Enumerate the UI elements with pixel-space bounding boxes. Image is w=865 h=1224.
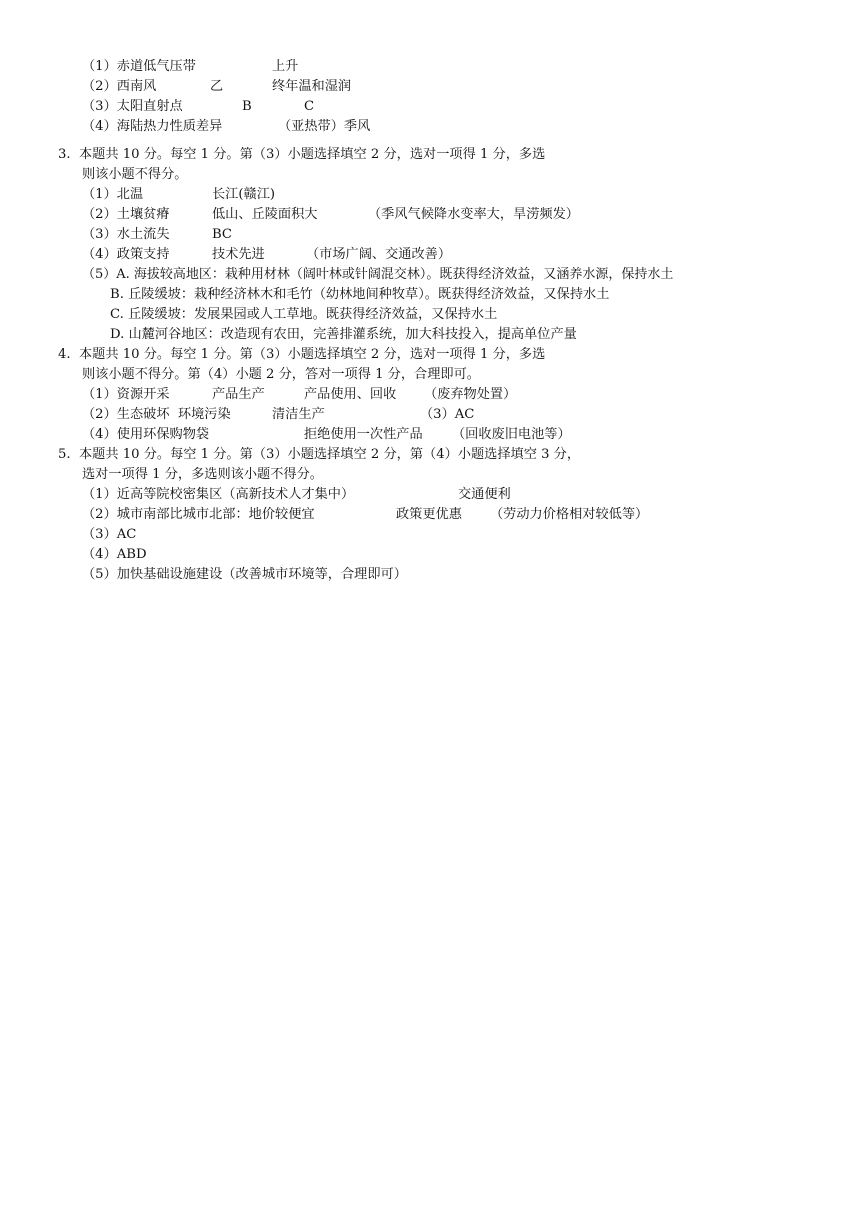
q2-3-answer-b: B <box>242 99 252 114</box>
q3-line-2 <box>82 206 802 226</box>
q4-4-answer-b: 拒绝使用一次性产品 <box>304 427 423 442</box>
q3-4-answer-a: （4）政策支持 <box>82 247 170 262</box>
q2-1-answer-a: （1）赤道低气压带 <box>82 59 196 74</box>
q2-line-2 <box>82 78 782 98</box>
q5-2-answer-a: （2）城市南部比城市北部：地价较便宜 <box>82 507 315 522</box>
q4-1-answer-b: 产品生产 <box>212 387 265 402</box>
q4-1-answer-c: 产品使用、回收 <box>304 387 397 402</box>
q2-2-answer-b: 乙 <box>210 79 224 94</box>
q5-2-answer-b: 政策更优惠 <box>396 507 462 522</box>
q4-heading-line-2: 则该小题不得分。第（4）小题 2 分，答对一项得 1 分，合理即可。 <box>82 367 480 382</box>
q3-4-answer-c: （市场广阔、交通改善） <box>306 247 452 262</box>
q2-3-answer-c: C <box>304 99 315 114</box>
q2-4-answer-b: （亚热带）季风 <box>278 119 371 134</box>
q5-line-1 <box>82 486 782 506</box>
q4-1-answer-a: （1）资源开采 <box>82 387 170 402</box>
q4-line-3 <box>82 426 782 446</box>
q4-4-answer-a: （4）使用环保购物袋 <box>82 427 210 442</box>
q2-4-answer-a: （4）海陆热力性质差异 <box>82 119 223 134</box>
q3-1-answer-b: 长江(赣江) <box>212 187 276 202</box>
q5-3-answer: （3）AC <box>82 527 137 542</box>
q3-5-option-a: （5）A. 海拔较高地区：栽种用材林（阔叶林或针阔混交林）。既获得经济效益，又涵养水源，保持水土 <box>82 267 674 282</box>
q3-heading-line-1: 3. 本题共 10 分。每空 1 分。第（3）小题选择填空 2 分，选对一项得 1 分，多选 <box>58 147 546 162</box>
q4-line-1 <box>82 386 782 406</box>
q3-5-option-b: B. 丘陵缓坡：栽种经济林木和毛竹（幼林地间种牧草）。既获得经济效益，又保持水土 <box>110 287 610 302</box>
q4-1-answer-d: （废弃物处置） <box>424 387 517 402</box>
q5-line-2 <box>82 506 802 526</box>
q3-1-answer-a: （1）北温 <box>82 187 144 202</box>
q3-line-1 <box>82 186 782 206</box>
q3-4-answer-b: 技术先进 <box>212 247 265 262</box>
q3-line-4 <box>82 246 782 266</box>
q5-heading-line-1: 5. 本题共 10 分。每空 1 分。第（3）小题选择填空 2 分，第（4）小题选择填空 3 分， <box>58 447 581 462</box>
q5-1-answer-a: （1）近高等院校密集区（高新技术人才集中） <box>82 487 355 502</box>
q3-3-answer-b: BC <box>212 227 233 242</box>
q3-5-option-d: D. 山麓河谷地区：改造现有农田，完善排灌系统，加大科技投入，提高单位产量 <box>110 327 577 342</box>
q2-line-3 <box>82 98 782 118</box>
q4-3-answer: （3）AC <box>420 407 475 422</box>
q2-2-answer-c: 终年温和湿润 <box>272 79 352 94</box>
q4-4-answer-c: （回收废旧电池等） <box>452 427 571 442</box>
q4-line-2 <box>82 406 782 426</box>
q5-4-answer: （4）ABD <box>82 547 147 562</box>
q2-1-answer-b: 上升 <box>272 59 299 74</box>
q4-2-answer-a: （2）生态破坏 环境污染 <box>82 407 231 422</box>
q2-line-1 <box>82 58 782 78</box>
q3-5-option-c: C. 丘陵缓坡：发展果园或人工草地。既获得经济效益，又保持水土 <box>110 307 498 322</box>
q3-2-answer-b: 低山、丘陵面积大 <box>212 207 318 222</box>
q5-heading-line-2: 选对一项得 1 分，多选则该小题不得分。 <box>82 467 323 482</box>
q2-2-answer-a: （2）西南风 <box>82 79 157 94</box>
q3-2-answer-c: （季风气候降水变率大，旱涝频发） <box>368 207 579 222</box>
q5-5-answer: （5）加快基础设施建设（改善城市环境等，合理即可） <box>82 567 407 582</box>
q5-2-answer-c: （劳动力价格相对较低等） <box>490 507 649 522</box>
q4-heading-line-1: 4. 本题共 10 分。每空 1 分。第（3）小题选择填空 2 分，选对一项得 1 分，多选 <box>58 347 546 362</box>
q5-1-answer-b: 交通便利 <box>458 487 511 502</box>
q4-2-answer-b: 清洁生产 <box>272 407 325 422</box>
q3-line-3 <box>82 226 782 246</box>
q2-line-4 <box>82 118 782 138</box>
q3-2-answer-a: （2）土壤贫瘠 <box>82 207 170 222</box>
q2-3-answer-a: （3）太阳直射点 <box>82 99 183 114</box>
q3-3-answer-a: （3）水土流失 <box>82 227 170 242</box>
q3-heading-line-2: 则该小题不得分。 <box>82 167 188 182</box>
